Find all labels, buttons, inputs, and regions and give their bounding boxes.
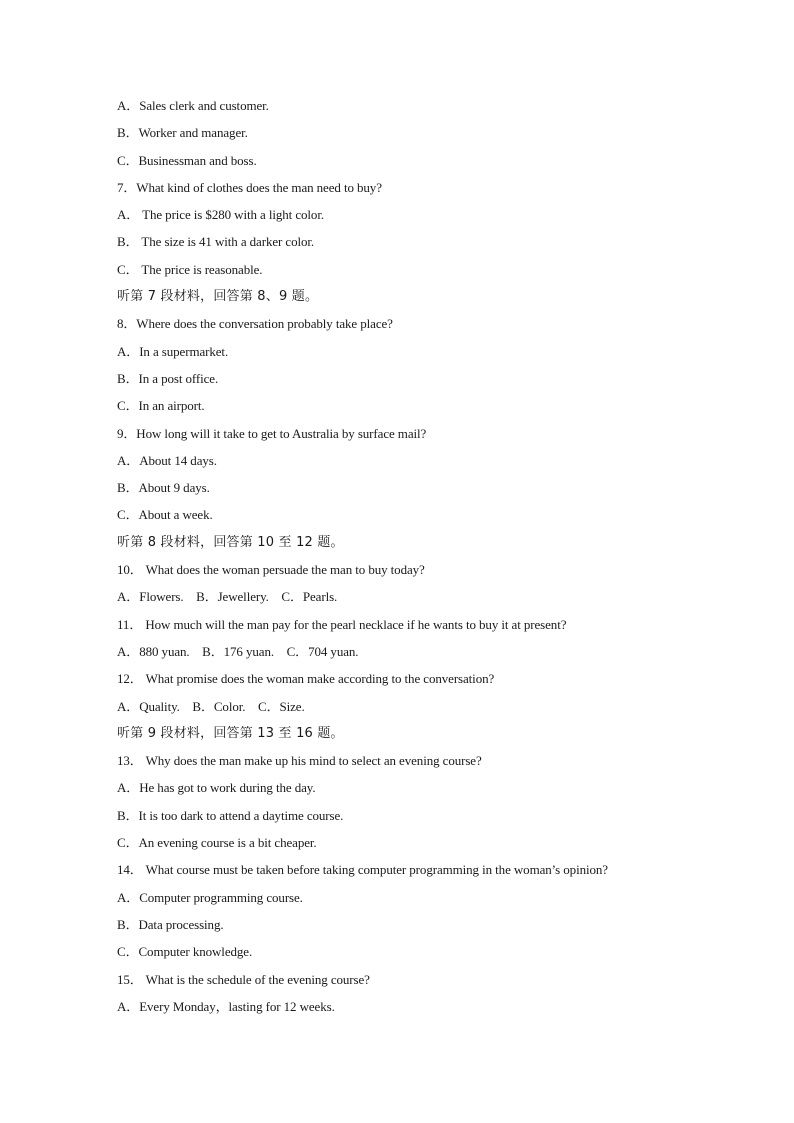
answer-options: C．Computer knowledge.	[117, 944, 253, 960]
question-text: 11． How much will the man pay for the pearl necklace if he wants to buy it at present?	[117, 616, 567, 632]
question-text: 7．What kind of clothes does the man need to buy?	[117, 179, 382, 195]
answer-options: B．Data processing.	[117, 916, 224, 932]
section-heading: 听第 8 段材料，回答第 10 至 12 题。	[117, 534, 344, 550]
answer-options: A．Computer programming course.	[117, 889, 303, 905]
answer-options: A． The price is $280 with a light color.	[117, 207, 324, 223]
answer-options: C．About a week.	[117, 507, 213, 523]
answer-options: C． The price is reasonable.	[117, 261, 263, 277]
answer-options: A．Flowers. B．Jewellery. C．Pearls.	[117, 589, 338, 605]
answer-options: A．Quality. B．Color. C．Size.	[117, 698, 305, 714]
answer-options: A．Every Monday，lasting for 12 weeks.	[117, 998, 335, 1014]
answer-options: A．In a supermarket.	[117, 343, 229, 359]
answer-options: C．In an airport.	[117, 398, 205, 414]
answer-options: B． The size is 41 with a darker color.	[117, 234, 315, 250]
question-text: 12． What promise does the woman make according to the conversation?	[117, 671, 495, 687]
question-text: 13． Why does the man make up his mind to select an evening course?	[117, 753, 482, 769]
section-heading: 听第 7 段材料，回答第 8、9 题。	[117, 289, 319, 305]
listening-questions	[117, 92, 717, 1020]
answer-options: B．Worker and manager.	[117, 125, 248, 141]
answer-options: B．It is too dark to attend a daytime course.	[117, 807, 344, 823]
question-text: 14． What course must be taken before taking computer programming in the woman’s opinion?	[117, 862, 608, 878]
question-text: 8．Where does the conversation probably take place?	[117, 316, 393, 332]
answer-options: B．About 9 days.	[117, 480, 210, 496]
question-text: 9．How long will it take to get to Australia by surface mail?	[117, 425, 427, 441]
answer-options: C．An evening course is a bit cheaper.	[117, 835, 317, 851]
question-text: 15． What is the schedule of the evening course?	[117, 971, 370, 987]
answer-options: A．He has got to work during the day.	[117, 780, 316, 796]
answer-options: B．In a post office.	[117, 370, 219, 386]
answer-options: A．About 14 days.	[117, 452, 217, 468]
answer-options: C．Businessman and boss.	[117, 152, 257, 168]
section-heading: 听第 9 段材料，回答第 13 至 16 题。	[117, 725, 344, 741]
question-text: 10． What does the woman persuade the man to buy today?	[117, 562, 425, 578]
answer-options: A．Sales clerk and customer.	[117, 98, 269, 113]
answer-options: A．880 yuan. B．176 yuan. C．704 yuan.	[117, 643, 359, 659]
